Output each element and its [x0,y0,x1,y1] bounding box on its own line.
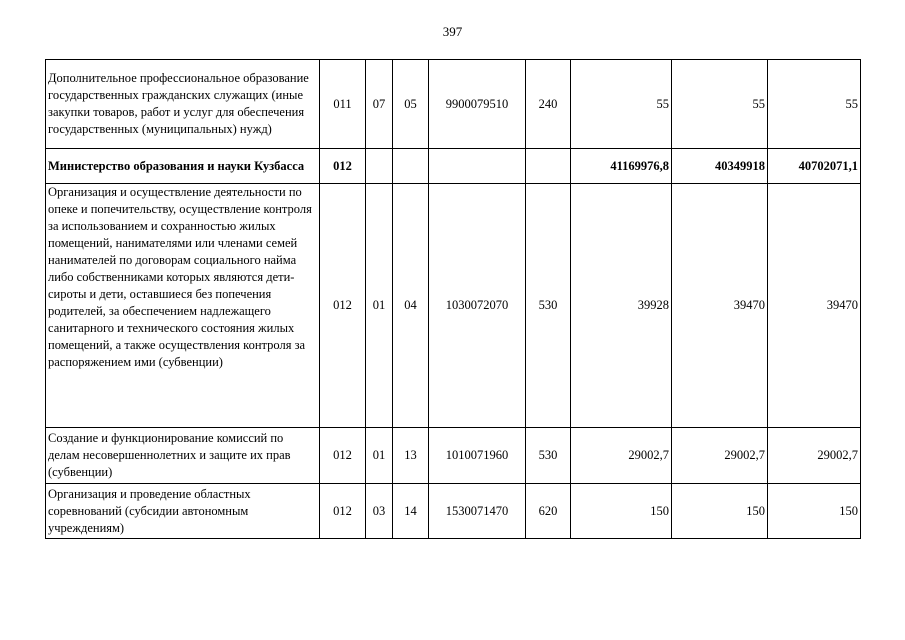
budget-table [45,59,861,539]
ministry-code: 012 [320,184,366,428]
amount-year-2: 39470 [672,184,768,428]
page-number: 397 [442,24,463,39]
amount-year-3: 40702071,1 [768,149,861,184]
table-row [46,60,861,149]
expense-name: Создание и функционирование комиссий по делам несовершеннолетних и защите их прав (субвенции) [46,428,320,484]
expense-name: Организация и проведение областных соревнований (субсидии автономным учреждениям) [46,484,320,539]
amount-year-1: 150 [571,484,672,539]
expense-type-code: 530 [526,428,571,484]
amount-year-1: 39928 [571,184,672,428]
amount-year-2: 150 [672,484,768,539]
table-row [46,428,861,484]
table-row [46,149,861,184]
amount-year-3: 29002,7 [768,428,861,484]
target-article-code: 1030072070 [429,184,526,428]
subsection-code: 13 [393,428,429,484]
expense-type-code: 240 [526,60,571,149]
expense-name: Министерство образования и науки Кузбасса [46,149,320,184]
ministry-code: 011 [320,60,366,149]
amount-year-2: 55 [672,60,768,149]
subsection-code: 05 [393,60,429,149]
amount-year-2: 29002,7 [672,428,768,484]
target-article-code: 9900079510 [429,60,526,149]
ministry-code: 012 [320,428,366,484]
target-article-code: 1010071960 [429,428,526,484]
ministry-code: 012 [320,484,366,539]
amount-year-1: 29002,7 [571,428,672,484]
expense-type-code: 620 [526,484,571,539]
section-code: 01 [366,428,393,484]
amount-year-1: 41169976,8 [571,149,672,184]
section-code: 03 [366,484,393,539]
subsection-code: 04 [393,184,429,428]
ministry-code: 012 [320,149,366,184]
amount-year-3: 150 [768,484,861,539]
table-row [46,484,861,539]
expense-type-code: 530 [526,184,571,428]
amount-year-3: 39470 [768,184,861,428]
expense-type-code [526,149,571,184]
table-row [46,184,861,428]
subsection-code: 14 [393,484,429,539]
amount-year-3: 55 [768,60,861,149]
section-code [366,149,393,184]
amount-year-2: 40349918 [672,149,768,184]
expense-name: Дополнительное профессиональное образование государственных гражданских служащих (иные закупки товаров, работ и услуг для обеспечения государственных (муниципальных) нужд) [46,60,320,149]
section-code: 01 [366,184,393,428]
target-article-code [429,149,526,184]
subsection-code [393,149,429,184]
section-code: 07 [366,60,393,149]
amount-year-1: 55 [571,60,672,149]
target-article-code: 1530071470 [429,484,526,539]
expense-name: Организация и осуществление деятельности по опеке и попечительству, осуществление контроля за использованием и сохранностью жилых помещений, нанимателями или членами семей нанимателей по договорам социального найма либо собственниками которых являются дети-сироты и дети, оставшиеся без попечения родителей, за обеспечением надлежащего санитарного и технического состояния жилых помещений, а также осуществления контроля за распоряжением ими (субвенции) [46,184,320,428]
